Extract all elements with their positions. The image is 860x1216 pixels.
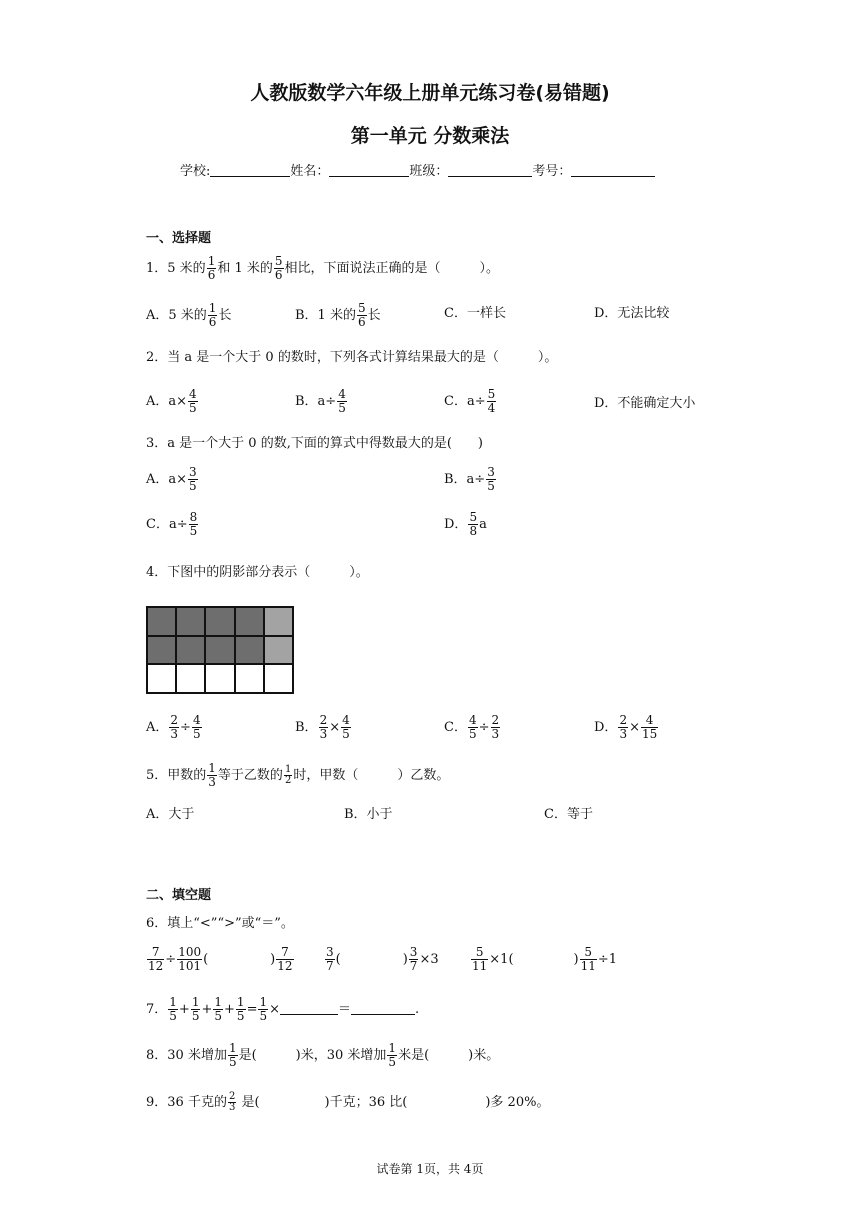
q5-option-c[interactable]: C．等于 [544,807,593,822]
grid-cell-light [264,636,293,665]
question-2: 2．当 a 是一个大于 0 的数时，下列各式计算结果最大的是（ ）。 [146,350,558,365]
question-5: 5．甲数的 $\frac{1}{3}$ 等于乙数的 $\frac{1}{2}$ 时，甲数（ ）乙数。 [146,761,450,789]
grid-cell-dark [147,607,176,636]
q4-option-b-fraction-1: $\frac{2}{3}$ [319,713,328,741]
q6-expression-1: $\frac{7}{12}$ ÷ $\frac{100}{101}$ ( ) $\frac{7}{12}$ [148,945,293,973]
q7-blank-2[interactable] [351,1000,415,1015]
q4-option-c[interactable]: C． $\frac{4}{5}$ ÷ $\frac{2}{3}$ [444,713,500,741]
q6-e3-fraction-1: $\frac{5}{11}$ [472,945,488,973]
page-title: 人教版数学六年级上册单元练习卷(易错题) [250,82,610,104]
grid-cell-dark [235,636,264,665]
q1-option-b-fraction: $\frac{5}{6}$ [357,301,366,329]
q2-option-c-fraction: $\frac{5}{4}$ [487,387,496,415]
page-footer: 试卷第 1页，共 4页 [376,1162,484,1176]
q1-text-pre: 1．5 米的 [146,261,206,276]
grid-cell-white [176,664,205,693]
q6-e2-fraction-2: $\frac{3}{7}$ [409,945,418,973]
q1-fraction-1: $\frac{1}{6}$ [207,254,216,282]
q4-option-b-fraction-2: $\frac{4}{5}$ [342,713,350,741]
name-label: 姓名： [290,164,330,179]
name-field[interactable] [329,162,409,177]
school-field[interactable] [210,162,290,177]
question-8: 8．30 米增加 $\frac{1}{5}$ 是( )米，30 米增加 $\frac{1}{5}$ 米是( )米。 [146,1041,500,1069]
q4-option-a-fraction-1: $\frac{2}{3}$ [170,713,179,741]
q7-fraction-2: $\frac{1}{5}$ [191,995,200,1023]
q2-option-a[interactable]: A．a× $\frac{4}{5}$ [146,387,197,415]
school-label: 学校: [180,164,211,179]
q7-fraction-4: $\frac{1}{5}$ [236,995,245,1023]
grid-cell-white [264,664,293,693]
q5-fraction-2: $\frac{1}{2}$ [284,764,292,786]
q7-fraction-1: $\frac{1}{5}$ [169,995,177,1023]
q6-expression-2: $\frac{3}{7}$ ( ) $\frac{3}{7}$ ×3 [326,945,439,973]
q2-option-a-fraction: $\frac{4}{5}$ [189,387,197,415]
q4-option-c-fraction-1: $\frac{4}{5}$ [468,713,477,741]
q2-option-b[interactable]: B．a÷ $\frac{4}{5}$ [295,387,346,415]
q1-option-b[interactable]: B．1 米的 $\frac{5}{6}$ 长 [295,301,381,329]
q3-option-c[interactable]: C．a÷ $\frac{8}{5}$ [146,510,198,538]
q6-expression-3: $\frac{5}{11}$ ×1( ) $\frac{5}{11}$ ÷1 [472,945,618,973]
q1-option-a[interactable]: A．5 米的 $\frac{1}{6}$ 长 [146,301,232,329]
grid-cell-dark [205,607,234,636]
q5-fraction-1: $\frac{1}{3}$ [208,761,216,789]
q3-option-d-fraction: $\frac{5}{8}$ [469,510,478,538]
grid-cell-dark [176,607,205,636]
q4-option-d-fraction-1: $\frac{2}{3}$ [619,713,628,741]
q6-e1-fraction-1: $\frac{7}{12}$ [148,945,164,973]
grid-cell-dark [235,607,264,636]
grid-cell-dark [176,636,205,665]
grid-cell-dark [147,636,176,665]
question-9: 9．36 千克的 $\frac{2}{3}$ 是( )千克；36 比( )多 20%。 [146,1091,550,1113]
q3-option-c-fraction: $\frac{8}{5}$ [189,510,198,538]
grid-cell-dark [205,636,234,665]
section-fill-title: 二、填空题 [146,888,212,903]
grid-cell-white [235,664,264,693]
question-6: 6．填上“<”“>”或“＝”。 [146,916,294,931]
q6-e3-fraction-2: $\frac{5}{11}$ [580,945,596,973]
q4-option-c-fraction-2: $\frac{2}{3}$ [491,713,500,741]
page-subtitle: 第一单元 分数乘法 [350,125,510,147]
question-1 [146,255,499,282]
q4-option-a-fraction-2: $\frac{4}{5}$ [192,713,201,741]
q9-fraction: $\frac{2}{3}$ [228,1091,236,1113]
q6-e1-fraction-3: $\frac{7}{12}$ [277,945,293,973]
question-7: 7． $\frac{1}{5}$ + $\frac{1}{5}$ + $\frac{1}{5}$ + $\frac{1}{5}$ = $\frac{1}{5}$ × ＝ . [146,995,420,1023]
q7-fraction-5: $\frac{1}{5}$ [259,995,268,1023]
exam-no-field[interactable] [571,162,655,177]
q1-option-d[interactable]: D．无法比较 [594,306,670,321]
q3-option-a[interactable]: A．a× $\frac{3}{5}$ [146,465,197,493]
shaded-grid-figure [146,606,294,694]
grid-cell-light [264,607,293,636]
q5-option-b[interactable]: B．小于 [344,807,393,822]
q2-option-d[interactable]: D．不能确定大小 [594,396,696,411]
question-4: 4．下图中的阴影部分表示（ ）。 [146,565,369,580]
q6-e1-fraction-2: $\frac{100}{101}$ [178,945,202,973]
q2-option-c[interactable]: C．a÷ $\frac{5}{4}$ [444,387,496,415]
q4-option-b[interactable]: B． $\frac{2}{3}$ × $\frac{4}{5}$ [295,713,350,741]
class-field[interactable] [448,162,532,177]
q7-fraction-3: $\frac{1}{5}$ [214,995,223,1023]
q1-text-post: 相比，下面说法正确的是（ ）。 [284,261,500,276]
q2-option-b-fraction: $\frac{4}{5}$ [338,387,346,415]
grid-cell-white [147,664,176,693]
question-3: 3．a 是一个大于 0 的数,下面的算式中得数最大的是( ) [146,436,483,451]
q1-option-a-fraction: $\frac{1}{6}$ [208,301,217,329]
q5-option-a[interactable]: A．大于 [146,807,195,822]
student-info-line [180,160,655,179]
q7-blank-1[interactable] [280,1000,338,1015]
section-choice-title: 一、选择题 [146,231,212,246]
q1-fraction-2: $\frac{5}{6}$ [274,254,283,282]
q1-option-c[interactable]: C．一样长 [444,306,506,321]
q4-option-d[interactable]: D． $\frac{2}{3}$ × $\frac{4}{15}$ [594,713,658,741]
q8-fraction-1: $\frac{1}{5}$ [228,1041,237,1069]
q6-e2-fraction-1: $\frac{3}{7}$ [326,945,334,973]
q3-option-a-fraction: $\frac{3}{5}$ [189,465,197,493]
class-label: 班级： [409,164,449,179]
q4-option-a[interactable]: A． $\frac{2}{3}$ ÷ $\frac{4}{5}$ [146,713,201,741]
q3-option-b-fraction: $\frac{3}{5}$ [487,465,495,493]
exam-no-label: 考号： [532,164,572,179]
q4-option-d-fraction-2: $\frac{4}{15}$ [641,713,658,741]
q3-option-d[interactable]: D． $\frac{5}{8}$ a [444,510,487,538]
q3-option-b[interactable]: B．a÷ $\frac{3}{5}$ [444,465,495,493]
grid-cell-white [205,664,234,693]
q8-fraction-2: $\frac{1}{5}$ [388,1041,397,1069]
q1-text-mid: 和 1 米的 [217,261,273,276]
